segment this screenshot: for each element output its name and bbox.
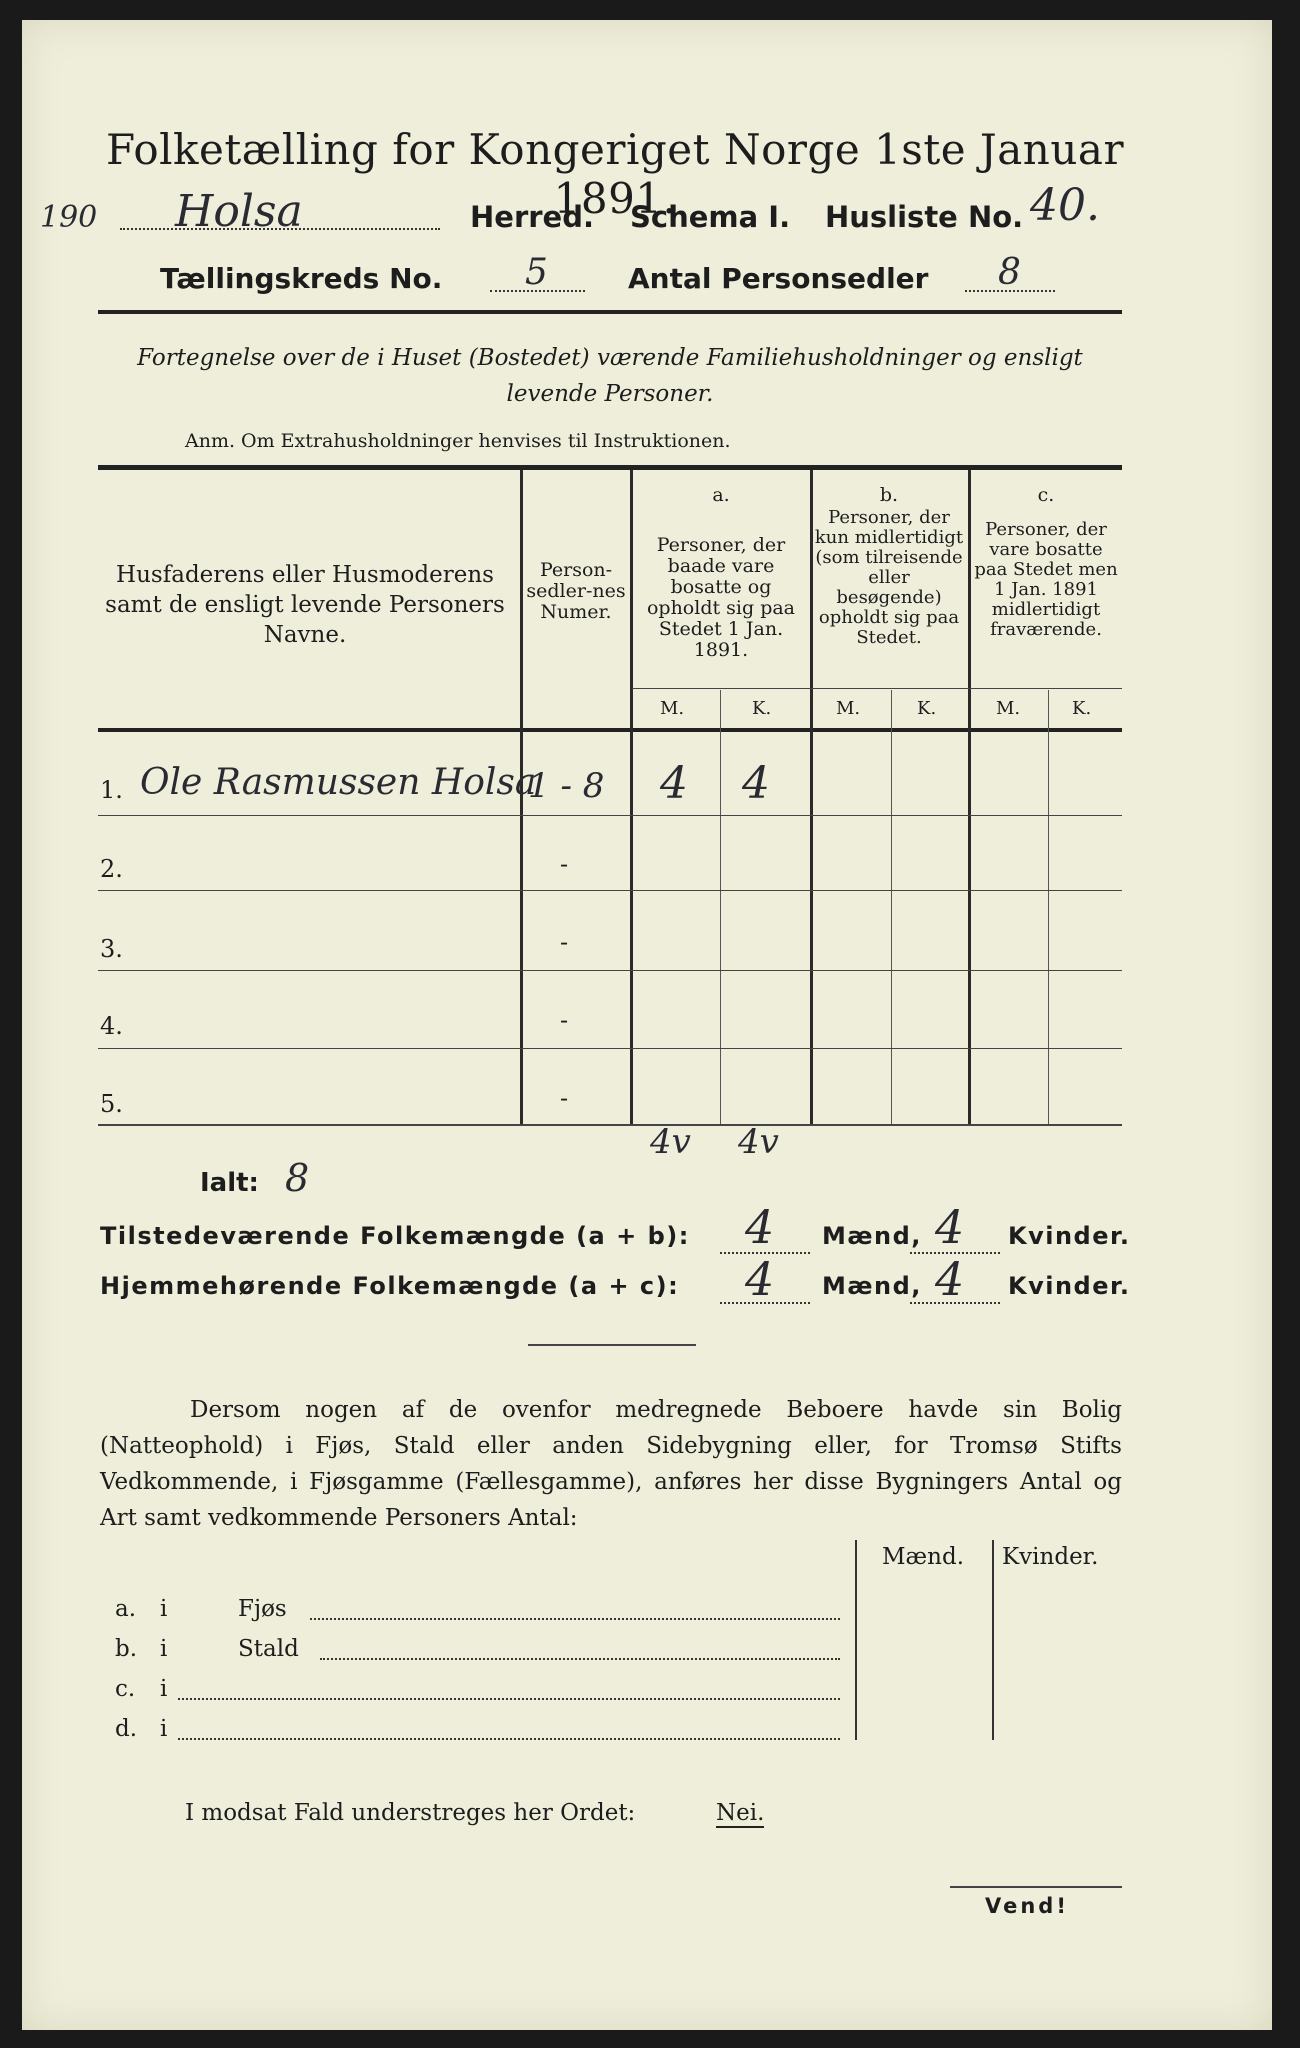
col-b-letter: b. xyxy=(879,484,899,506)
row-1-a-k: 4 xyxy=(742,758,770,809)
building-c-letter: c. xyxy=(115,1676,136,1702)
row-3-personsedler: - xyxy=(560,928,569,956)
row-2-rule xyxy=(98,890,1122,891)
row-2-number: 2. xyxy=(100,855,123,883)
row-5-personsedler: - xyxy=(560,1084,569,1112)
col-c-k-label: K. xyxy=(1072,698,1092,719)
col-b-m-label: M. xyxy=(836,698,861,719)
col-header-personsedler: Person-sedler-nes Numer. xyxy=(526,559,626,623)
census-form-page xyxy=(22,20,1272,2030)
building-a-i: i xyxy=(160,1596,168,1622)
building-b-i: i xyxy=(160,1636,168,1662)
herred-label: Herred. xyxy=(470,200,594,234)
row-3-rule xyxy=(98,970,1122,971)
row-2-personsedler: - xyxy=(560,850,569,878)
hjemme-maend-label: Mænd, xyxy=(822,1272,922,1300)
building-b-letter: b. xyxy=(115,1636,138,1662)
anm-note: Anm. Om Extrahusholdninger henvises til Instruktionen. xyxy=(185,430,731,452)
building-d-line xyxy=(178,1738,840,1740)
buildings-maend-header: Mænd. xyxy=(882,1544,965,1570)
row-1-rule xyxy=(98,815,1122,816)
taellingskreds-label: Tællingskreds No. xyxy=(160,262,443,295)
sum-a-k: 4v xyxy=(738,1122,779,1162)
col-c-letter: c. xyxy=(1037,484,1055,506)
col-header-names: Husfaderens eller Husmoderens samt de ensligt levende Personers Navne. xyxy=(105,562,505,648)
row-5-number: 5. xyxy=(100,1090,123,1118)
husliste-number: 40. xyxy=(1030,180,1100,231)
col-a-letter: a. xyxy=(712,484,730,506)
husliste-label: Husliste No. xyxy=(825,200,1024,234)
row-1-a-m: 4 xyxy=(660,758,688,809)
buildings-col-divider-1 xyxy=(855,1540,857,1740)
building-a-line xyxy=(310,1618,840,1620)
col-divider-c-mk xyxy=(1048,690,1049,1124)
vend-rule xyxy=(950,1886,1122,1888)
buildings-col-divider-2 xyxy=(992,1540,994,1740)
col-header-a: Personer, der baade vare bosatte og opholdt sig paa Stedet 1 Jan. 1891. xyxy=(646,534,796,661)
col-a-k-label: K. xyxy=(752,698,772,719)
header-divider xyxy=(98,310,1122,314)
buildings-paragraph: Dersom nogen af de ovenfor medregnede Beboere havde sin Bolig (Natteophold) i Fjøs, Stald eller anden Sidebygning eller, for Tromsø Stifts Vedkommende, i Fjøsgamme (Fællesgamme), anføres her disse Bygningers Antal og Art samt vedkommende Personers Antal: xyxy=(100,1397,1122,1531)
hjemme-kvinder-label: Kvinder. xyxy=(1008,1272,1131,1300)
col-header-b: Personer, der kun midlertidigt (som tilreisende eller besøgende) opholdt sig paa Stedet. xyxy=(814,507,964,648)
sum-a-m: 4v xyxy=(650,1122,691,1162)
prefix-number: 190 xyxy=(40,200,98,235)
row-3-number: 3. xyxy=(100,935,123,963)
building-d-letter: d. xyxy=(115,1716,138,1742)
ialt-label: Ialt: xyxy=(200,1168,259,1198)
nei-word: Nei. xyxy=(716,1800,765,1826)
tilstede-kvinder-value: 4 xyxy=(935,1200,965,1254)
row-1-personsedler: 1 - 8 xyxy=(528,766,605,806)
col-header-c: Personer, der vare bosatte paa Stedet men 1 Jan. 1891 midlertidigt fraværende. xyxy=(974,519,1118,640)
herred-name: Holsa xyxy=(175,186,303,237)
hjemme-label: Hjemmehørende Folkemængde (a + c): xyxy=(100,1272,680,1300)
intro-text: Fortegnelse over de i Huset (Bostedet) værende Familiehusholdninger og ensligt levende Personer. xyxy=(137,345,1083,407)
row-1-number: 1. xyxy=(100,776,123,804)
hjemme-maend-line xyxy=(720,1302,810,1304)
form-title: Folketælling for Kongeriget Norge 1ste Januar 1891. xyxy=(105,125,1125,223)
col-a-m-label: M. xyxy=(660,698,685,719)
ialt-value: 8 xyxy=(285,1156,310,1200)
schema-label: Schema I. xyxy=(630,200,791,234)
row-4-rule xyxy=(98,1048,1122,1049)
buildings-kvinder-header: Kvinder. xyxy=(1002,1544,1099,1570)
hjemme-kvinder-line xyxy=(910,1302,1000,1304)
table-bottom-rule xyxy=(98,1124,1122,1126)
tilstede-kvinder-label: Kvinder. xyxy=(1008,1222,1131,1250)
row-1-name: Ole Rasmussen Holsa xyxy=(140,762,537,803)
antal-personsedler-label: Antal Personsedler xyxy=(628,262,929,295)
building-b-label: Stald xyxy=(238,1636,299,1662)
col-c-m-label: M. xyxy=(996,698,1021,719)
building-a-letter: a. xyxy=(115,1596,137,1622)
col-divider-a-mk xyxy=(720,690,721,1124)
building-c-i: i xyxy=(160,1676,168,1702)
col-divider-num xyxy=(630,470,633,1124)
tilstede-maend-value: 4 xyxy=(745,1200,775,1254)
antal-personsedler-value: 8 xyxy=(998,252,1021,293)
col-divider-b-mk xyxy=(891,690,892,1124)
building-d-i: i xyxy=(160,1716,168,1742)
tilstede-maend-label: Mænd, xyxy=(822,1222,922,1250)
vend-text: Vend! xyxy=(985,1894,1069,1918)
hjemme-kvinder-value: 4 xyxy=(935,1252,965,1306)
building-a-label: Fjøs xyxy=(238,1596,287,1622)
building-c-line xyxy=(178,1698,840,1700)
tilstede-label: Tilstedeværende Folkemængde (a + b): xyxy=(100,1222,690,1250)
mk-subheader-rule xyxy=(632,688,1122,689)
col-b-k-label: K. xyxy=(917,698,937,719)
building-b-line xyxy=(320,1658,840,1660)
row-4-personsedler: - xyxy=(560,1006,569,1034)
hjemme-maend-value: 4 xyxy=(745,1252,775,1306)
row-4-number: 4. xyxy=(100,1012,123,1040)
section-separator xyxy=(528,1344,696,1346)
modsat-text: I modsat Fald understreges her Ordet: xyxy=(185,1800,636,1826)
taellingskreds-number: 5 xyxy=(525,252,548,293)
